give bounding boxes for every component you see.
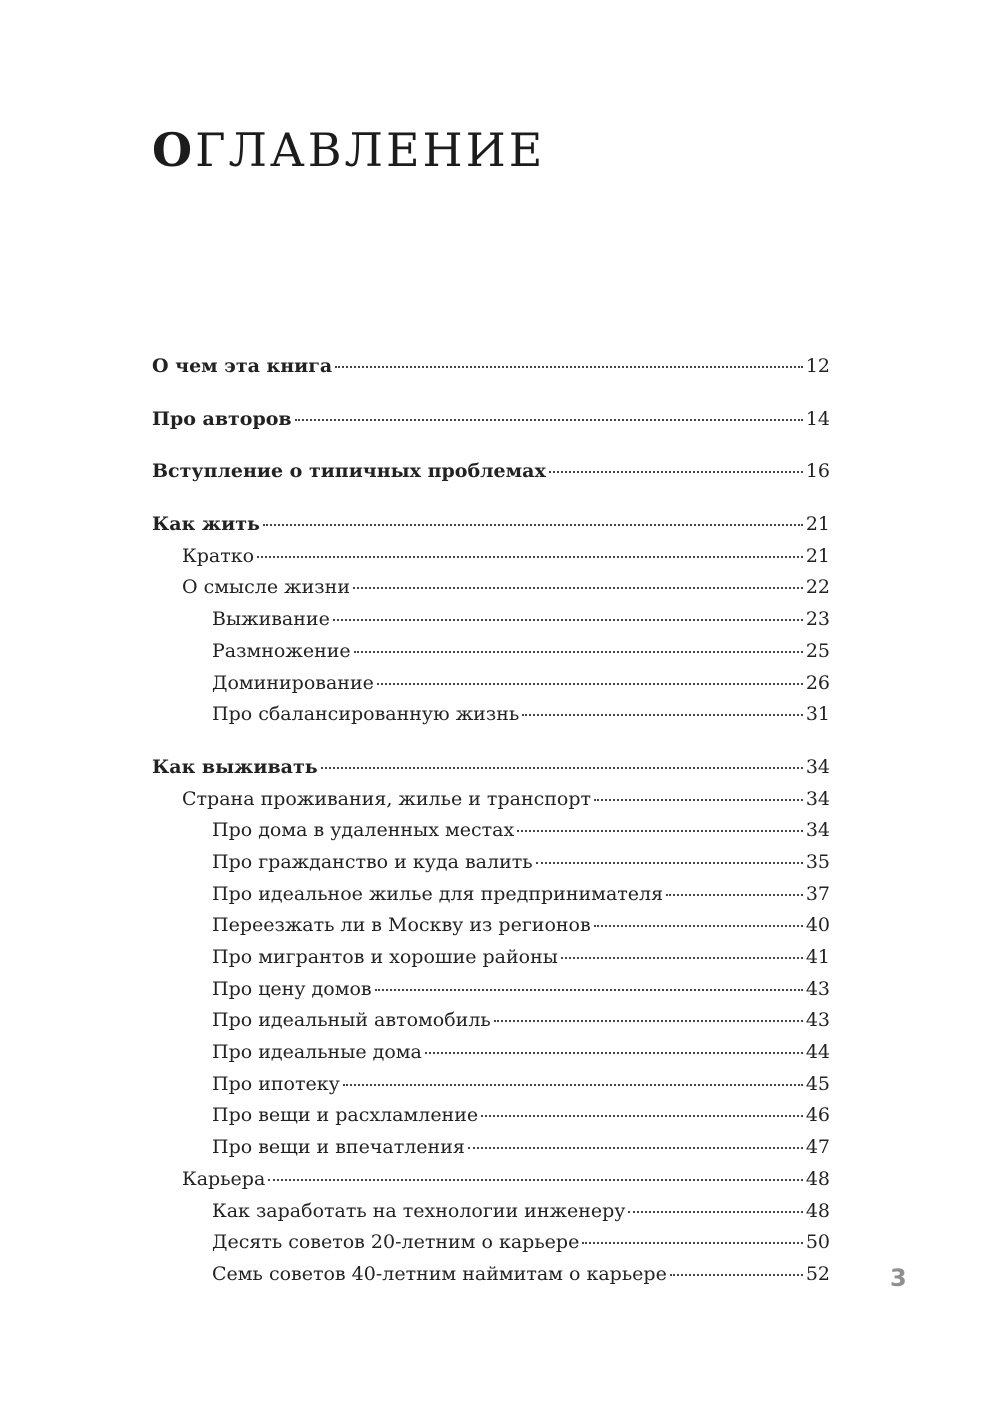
toc-entry-page: 25 bbox=[805, 639, 830, 662]
toc-entry-title: Десять советов 20-летним о карьере bbox=[212, 1231, 580, 1254]
dot-leader bbox=[335, 365, 803, 368]
toc-entry bbox=[152, 668, 830, 700]
toc-entry bbox=[152, 910, 830, 942]
toc-entry bbox=[152, 1164, 830, 1196]
dot-leader bbox=[268, 1178, 803, 1181]
toc-entry-page: 47 bbox=[805, 1136, 830, 1159]
toc-entry bbox=[152, 752, 830, 784]
dot-leader bbox=[561, 956, 803, 959]
toc-entry-title: Вступление о типичных проблемах bbox=[152, 460, 546, 483]
page-number: 3 bbox=[890, 1264, 907, 1292]
toc-entry-page: 44 bbox=[805, 1041, 830, 1064]
dot-leader bbox=[425, 1051, 803, 1054]
toc-entry-title: Доминирование bbox=[212, 671, 374, 694]
table-of-contents bbox=[152, 351, 830, 1291]
toc-entry-title: Как заработать на технологии инженеру bbox=[212, 1199, 626, 1222]
toc-entry-page: 23 bbox=[805, 608, 830, 631]
toc-entry-title: Про идеальные дома bbox=[212, 1041, 422, 1064]
toc-entry-title: Про сбалансированную жизнь bbox=[212, 703, 520, 726]
dot-leader bbox=[468, 1146, 803, 1149]
toc-entry bbox=[152, 572, 830, 604]
toc-entry bbox=[152, 636, 830, 668]
dot-leader bbox=[375, 988, 803, 991]
toc-entry-title: Про идеальное жилье для предпринимателя bbox=[212, 882, 664, 905]
dot-leader bbox=[321, 766, 803, 769]
toc-entry-page: 26 bbox=[805, 671, 830, 694]
toc-entry bbox=[152, 1132, 830, 1164]
toc-entry-page: 40 bbox=[805, 914, 830, 937]
toc-entry bbox=[152, 699, 830, 731]
toc-entry-page: 45 bbox=[805, 1072, 830, 1095]
toc-entry-title: О чем эта книга bbox=[152, 355, 333, 377]
dot-leader bbox=[494, 1019, 803, 1022]
toc-entry-title: Размножение bbox=[212, 639, 351, 662]
toc-entry bbox=[152, 942, 830, 974]
toc-entry-title: Как жить bbox=[152, 513, 260, 536]
page-title bbox=[152, 118, 545, 182]
toc-entry-title: Про ипотеку bbox=[212, 1072, 340, 1095]
toc-entry-page: 46 bbox=[805, 1104, 830, 1127]
toc-entry bbox=[152, 456, 830, 488]
toc-entry-title: Про вещи и расхламление bbox=[212, 1104, 479, 1127]
toc-entry bbox=[152, 1037, 830, 1069]
dot-leader bbox=[582, 1241, 802, 1244]
dot-leader bbox=[354, 650, 803, 653]
toc-entry bbox=[152, 541, 830, 573]
toc-entry bbox=[152, 879, 830, 911]
toc-entry-page: 22 bbox=[805, 576, 830, 599]
toc-entry bbox=[152, 509, 830, 541]
dot-leader bbox=[594, 798, 803, 801]
dot-leader bbox=[628, 1210, 802, 1213]
toc-entry-page: 21 bbox=[805, 544, 830, 567]
dot-leader bbox=[377, 682, 803, 685]
toc-entry-title: Карьера bbox=[182, 1167, 266, 1190]
toc-entry-title: Про мигрантов и хорошие районы bbox=[212, 946, 558, 968]
toc-entry bbox=[152, 784, 830, 816]
toc-entry-title: Про авторов bbox=[152, 407, 292, 430]
toc-entry-title: Семь советов 40-летним наймитам о карьере bbox=[212, 1262, 667, 1285]
toc-entry-page: 14 bbox=[805, 407, 830, 430]
dot-leader bbox=[517, 829, 803, 832]
title-rest: ГЛАВЛЕНИЕ bbox=[195, 123, 546, 177]
toc-entry-page: 31 bbox=[805, 703, 830, 726]
toc-entry-title: Про идеальный автомобиль bbox=[212, 1009, 491, 1032]
toc-entry bbox=[152, 974, 830, 1006]
toc-entry-title: Про цену домов bbox=[212, 977, 372, 1000]
toc-entry-page: 50 bbox=[805, 1231, 830, 1254]
toc-entry-title: Про вещи и впечатления bbox=[212, 1136, 465, 1159]
dot-leader bbox=[522, 713, 803, 716]
toc-entry-page: 43 bbox=[805, 977, 830, 1000]
dot-leader bbox=[333, 618, 803, 621]
dot-leader bbox=[353, 586, 803, 589]
title-first-letter: О bbox=[152, 123, 196, 177]
toc-entry bbox=[152, 1227, 830, 1259]
dot-leader bbox=[263, 523, 803, 526]
toc-entry-title: О смысле жизни bbox=[182, 576, 350, 599]
toc-entry bbox=[152, 351, 830, 383]
toc-entry bbox=[152, 1196, 830, 1228]
toc-entry-page: 48 bbox=[805, 1167, 830, 1190]
toc-entry-title: Про гражданство и куда валить bbox=[212, 850, 533, 873]
toc-entry bbox=[152, 1005, 830, 1037]
toc-entry bbox=[152, 1069, 830, 1101]
toc-entry-page: 41 bbox=[805, 946, 830, 968]
toc-entry-title: Про дома в удаленных местах bbox=[212, 819, 515, 842]
toc-entry-page: 21 bbox=[805, 513, 830, 536]
dot-leader bbox=[481, 1114, 803, 1117]
toc-entry-page: 37 bbox=[805, 882, 830, 905]
toc-entry-page: 52 bbox=[805, 1262, 830, 1285]
toc-entry-title: Страна проживания, жилье и транспорт bbox=[182, 787, 592, 810]
toc-entry bbox=[152, 815, 830, 847]
dot-leader bbox=[594, 924, 803, 927]
toc-entry bbox=[152, 604, 830, 636]
dot-leader bbox=[549, 470, 803, 473]
dot-leader bbox=[343, 1083, 803, 1086]
dot-leader bbox=[670, 1273, 803, 1276]
toc-entry-title: Кратко bbox=[182, 544, 255, 567]
toc-entry-title: Как выживать bbox=[152, 755, 318, 778]
toc-entry bbox=[152, 404, 830, 436]
dot-leader bbox=[536, 861, 803, 864]
dot-leader bbox=[257, 555, 803, 558]
toc-entry-page: 48 bbox=[805, 1199, 830, 1222]
toc-entry-page: 34 bbox=[805, 819, 830, 842]
toc-entry bbox=[152, 1259, 830, 1291]
toc-entry-page: 34 bbox=[805, 787, 830, 810]
toc-entry-title: Переезжать ли в Москву из регионов bbox=[212, 914, 591, 937]
toc-entry-page: 12 bbox=[805, 355, 830, 377]
toc-entry-page: 35 bbox=[805, 850, 830, 873]
dot-leader bbox=[666, 893, 803, 896]
toc-entry-page: 16 bbox=[805, 460, 830, 483]
toc-entry-page: 34 bbox=[805, 755, 830, 778]
dot-leader bbox=[295, 418, 803, 421]
toc-entry bbox=[152, 847, 830, 879]
toc-entry-title: Выживание bbox=[212, 608, 330, 631]
toc-entry bbox=[152, 1100, 830, 1132]
toc-entry-page: 43 bbox=[805, 1009, 830, 1032]
